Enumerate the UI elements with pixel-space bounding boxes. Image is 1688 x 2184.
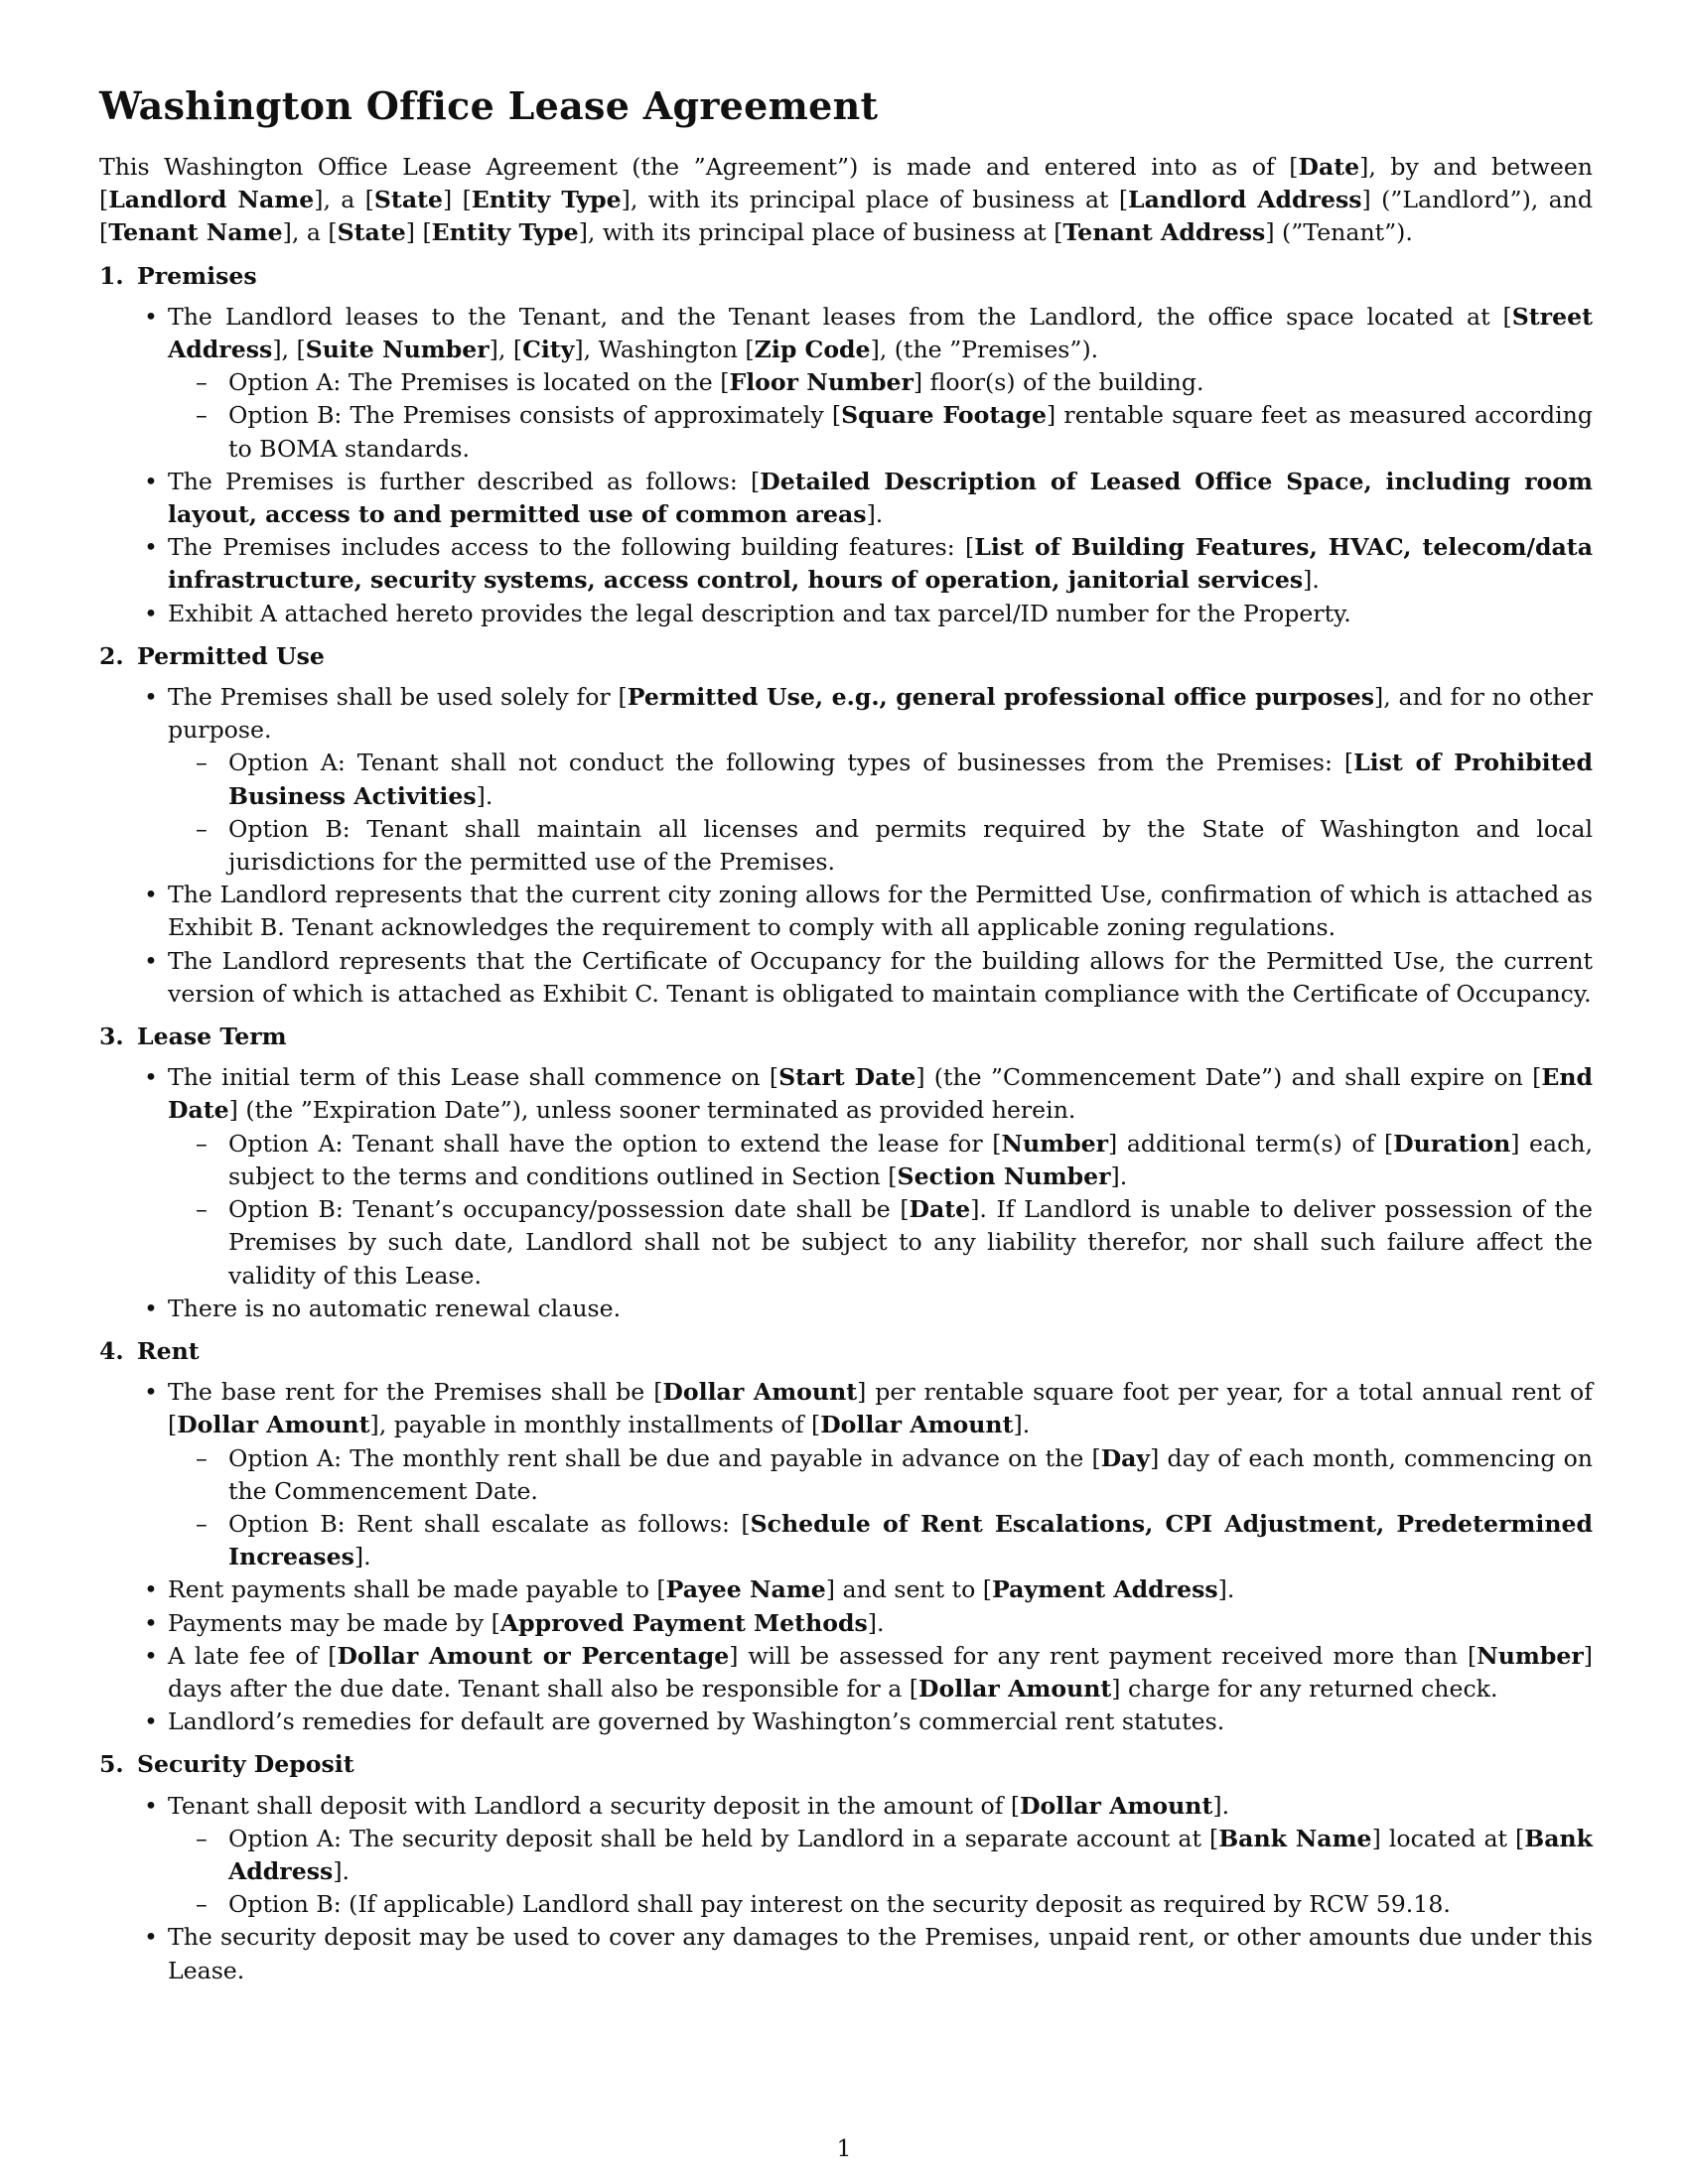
placeholder-field: Date [909,1195,971,1224]
bullet-list [99,1061,1593,1325]
placeholder-field: State [373,186,444,214]
bullet-text: Rent payments shall be made payable to [Payee Name] and sent to [Payment Address]. [168,1575,1235,1604]
document-page [99,83,1593,1993]
placeholder-field: Day [1100,1443,1151,1472]
bullet-text: The base rent for the Premises shall be [Dollar Amount] per rentable square foot per year, for a total annual rent of [Dollar Amount], payable in monthly installments of [Dollar Amount]. [168,1378,1593,1439]
sections-container [99,260,1593,1987]
section-number: 3. [99,1023,124,1051]
placeholder-field: Section Number [897,1161,1111,1190]
section-heading [99,260,1593,293]
bullet-item [99,681,1593,879]
placeholder-field: Dollar Amount [177,1411,370,1439]
placeholder-field: Number [1001,1129,1109,1158]
option-item: – Option B: (If applicable) Landlord shall pay interest on the security deposit as required by RCW 59.18. [168,1888,1593,1921]
option-item: – Option B: The Premises consists of approximately [Square Footage] rentable square feet as measured according to BOMA standards. [168,399,1593,465]
bullet-text: The security deposit may be used to cover any damages to the Premises, unpaid rent, or other amounts due under this Lease. [168,1923,1593,1984]
placeholder-field: End Date [168,1063,1593,1125]
section-title: Lease Term [137,1023,287,1051]
placeholder-field: City [522,336,575,364]
placeholder-field: Permitted Use, e.g., general professional office purposes [627,683,1374,712]
bullet-item [99,1921,1593,1986]
option-item: – Option A: Tenant shall have the option to extend the lease for [Number] additional term(s) of [Duration] each, subject to the terms and conditions outlined in Section [Section Number]. [168,1128,1593,1193]
placeholder-field: Tenant Address [1062,218,1266,247]
placeholder-field: Bank Name [1218,1824,1372,1852]
option-item: – Option B: Tenant shall maintain all licenses and permits required by the State of Washington and local jurisdictions for the permitted use of the Premises. [168,813,1593,879]
bullet-item [99,1293,1593,1325]
bullet-item [99,1706,1593,1738]
placeholder-field: Duration [1393,1129,1511,1158]
placeholder-field: Entity Type [471,186,622,214]
bullet-item [99,466,1593,531]
option-list [168,366,1593,466]
placeholder-field: Payee Name [665,1575,826,1604]
placeholder-field: Detailed Description of Leased Office Space, including room layout, access to and permitted use of common areas [168,467,1593,529]
section-number: 1. [99,261,124,290]
section-heading [99,1335,1593,1368]
section-title: Premises [137,261,257,290]
bullet-text: The Premises is further described as follows: [Detailed Description of Leased Office Space, including room layout, access to and permitted use of common areas]. [168,467,1593,529]
placeholder-field: Bank Address [228,1824,1593,1885]
placeholder-field: Tenant Name [108,218,283,247]
section-number: 2. [99,641,124,670]
section-number: 5. [99,1750,124,1779]
bullet-item [99,1640,1593,1706]
placeholder-field: Square Footage [841,401,1048,430]
option-item: – Option A: The monthly rent shall be due and payable in advance on the [Day] day of each month, commencing on the Commencement Date. [168,1442,1593,1508]
placeholder-field: Schedule of Rent Escalations, CPI Adjustment, Predetermined Increases [228,1509,1593,1571]
document-title: Washington Office Lease Agreement [99,83,879,128]
bullet-text: Tenant shall deposit with Landlord a security deposit in the amount of [Dollar Amount]. [168,1791,1230,1820]
bullet-list [99,1376,1593,1738]
placeholder-field: Floor Number [729,368,914,397]
bullet-text: Landlord’s remedies for default are governed by Washington’s commercial rent statutes. [168,1707,1225,1736]
bullet-text: The Premises includes access to the following building features: [List of Building Features, HVAC, telecom/data infrastructure, security systems, access control, hours of operation, janitorial services]. [168,533,1593,595]
page-number: 1 [836,2134,852,2162]
placeholder-field: Start Date [778,1063,916,1092]
placeholder-field: Zip Code [754,336,871,364]
bullet-item [99,1607,1593,1640]
placeholder-field: Street Address [168,302,1593,364]
option-item: – Option A: The security deposit shall be held by Landlord in a separate account at [Bank Name] located at [Bank Address]. [168,1823,1593,1888]
option-item: – Option B: Rent shall escalate as follows: [Schedule of Rent Escalations, CPI Adjustment, Predetermined Increases]. [168,1508,1593,1573]
placeholder-field: Suite Number [305,336,490,364]
placeholder-field: Entity Type [431,218,579,247]
option-item: – Option A: The Premises is located on the [Floor Number] floor(s) of the building. [168,366,1593,399]
placeholder-field: Dollar Amount or Percentage [337,1641,730,1670]
placeholder-field: Approved Payment Methods [499,1608,868,1637]
bullet-item [99,301,1593,466]
bullet-text: The Landlord represents that the Certificate of Occupancy for the building allows for the Permitted Use, the current version of which is attached as Exhibit C. Tenant is obligated to maintain compliance with the Certificate of Occupancy. [168,946,1593,1008]
section-heading [99,1748,1593,1781]
bullet-text: There is no automatic renewal clause. [168,1294,622,1322]
placeholder-field: List of Prohibited Business Activities [228,749,1593,810]
placeholder-field: Landlord Address [1128,186,1362,214]
section-title: Security Deposit [137,1750,354,1779]
placeholder-field: Dollar Amount [662,1378,858,1407]
placeholder-field: Dollar Amount [918,1674,1112,1703]
option-item: – Option B: Tenant’s occupancy/possession date shall be [Date]. If Landlord is unable to deliver possession of the Premises by such date, Landlord shall not be subject to any liability therefor, nor shall such failure affect the validity of this Lease. [168,1193,1593,1293]
intro-paragraph: This Washington Office Lease Agreement (the ”Agreement”) is made and entered into as of [Date], by and between [Landlord Name], a [State] [Entity Type], with its principal place of business at [Landlord Address] (”Landlord”), and [Tenant Name], a [State] [Entity Type], with its principal place of business at [Tenant Address] (”Tenant”). [99,153,1593,247]
bullet-text: The Landlord leases to the Tenant, and the Tenant leases from the Landlord, the office space located at [Street Address], [Suite Number], [City], Washington [Zip Code], (the ”Premises”). [168,302,1593,364]
placeholder-field: Dollar Amount [1020,1791,1213,1820]
bullet-text: The initial term of this Lease shall commence on [Start Date] (the ”Commencement Date”) and shall expire on [End Date] (the ”Expiration Date”), unless sooner terminated as provided herein. [168,1063,1593,1125]
bullet-text: A late fee of [Dollar Amount or Percentage] will be assessed for any rent payment received more than [Number] days after the due date. Tenant shall also be responsible for a [Dollar Amount] charge for any returned check. [168,1641,1593,1703]
section-heading [99,1021,1593,1053]
placeholder-field: Landlord Name [108,186,315,214]
bullet-item [99,879,1593,944]
bullet-item [99,598,1593,630]
bullet-text: The Landlord represents that the current city zoning allows for the Permitted Use, confirmation of which is attached as Exhibit B. Tenant acknowledges the requirement to comply with all applicable zoning regulations. [168,881,1593,942]
bullet-item [99,1790,1593,1922]
bullet-item [99,1376,1593,1573]
section-title: Rent [137,1336,200,1365]
section-heading [99,640,1593,673]
option-list [168,1823,1593,1922]
placeholder-field: Dollar Amount [820,1411,1014,1439]
bullet-item [99,1061,1593,1292]
placeholder-field: Number [1477,1641,1584,1670]
bullet-list [99,301,1593,630]
placeholder-field: State [337,218,406,247]
bullet-item [99,531,1593,597]
placeholder-field: Date [1298,153,1360,181]
bullet-item [99,1573,1593,1606]
bullet-list [99,681,1593,1011]
option-list [168,747,1593,879]
bullet-item [99,945,1593,1011]
section-number: 4. [99,1336,124,1365]
option-list [168,1128,1593,1293]
placeholder-field: List of Building Features, HVAC, telecom/data infrastructure, security systems, access control, hours of operation, janitorial services [168,533,1593,595]
placeholder-field: Payment Address [992,1575,1218,1604]
section-title: Permitted Use [137,641,325,670]
bullet-text: The Premises shall be used solely for [Permitted Use, e.g., general professional office purposes], and for no other purpose. [168,683,1594,745]
option-item: – Option A: Tenant shall not conduct the following types of businesses from the Premises: [List of Prohibited Business Activities]. [168,747,1593,812]
option-list [168,1442,1593,1574]
bullet-list [99,1790,1593,1987]
bullet-text: Exhibit A attached hereto provides the legal description and tax parcel/ID number for the Property. [168,599,1351,627]
bullet-text: Payments may be made by [Approved Payment Methods]. [168,1608,885,1637]
